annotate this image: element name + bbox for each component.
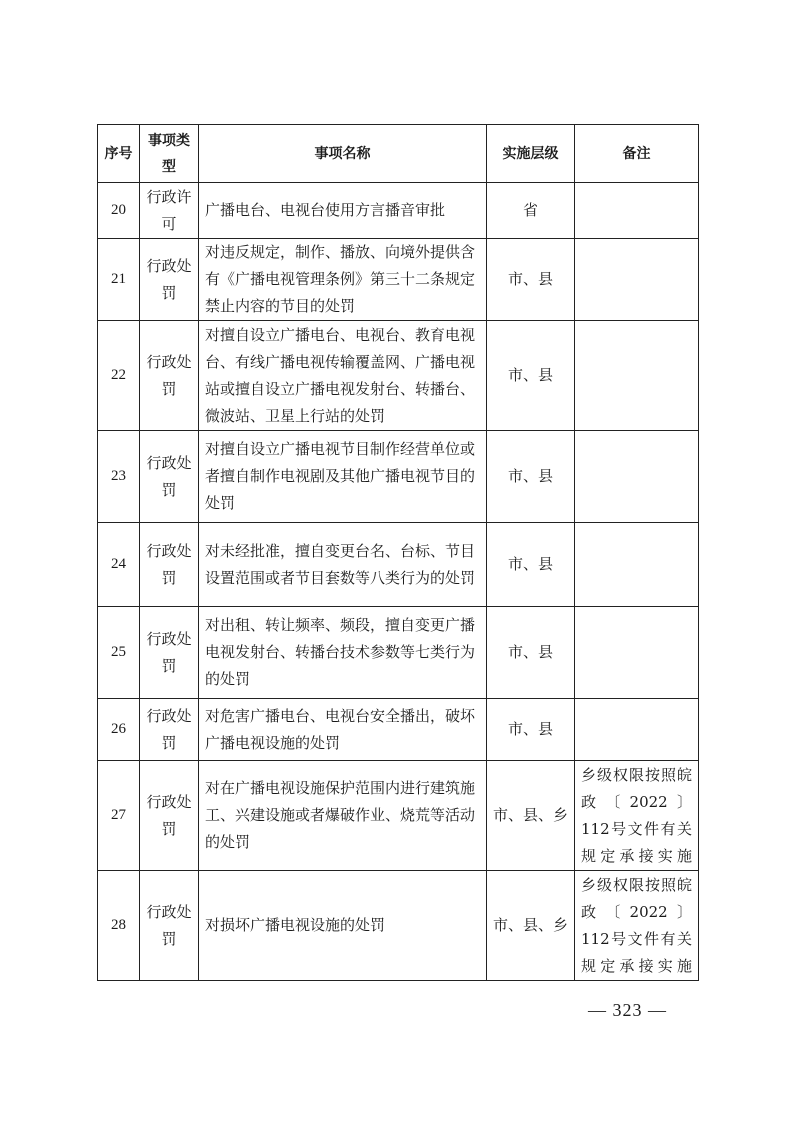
row-no: 28 <box>98 871 140 981</box>
row-type: 行政处罚 <box>140 523 199 607</box>
row-note <box>575 239 699 321</box>
row-no: 20 <box>98 183 140 239</box>
row-note: 乡级权限按照皖政〔2022〕112号文件有关规定承接实施 <box>575 761 699 871</box>
row-type: 行政处罚 <box>140 699 199 761</box>
row-type: 行政许可 <box>140 183 199 239</box>
matters-table <box>97 124 699 981</box>
row-name: 对出租、转让频率、频段，擅自变更广播电视发射台、转播台技术参数等七类行为的处罚 <box>199 607 487 699</box>
table-row <box>98 183 699 239</box>
table-row <box>98 607 699 699</box>
row-type: 行政处罚 <box>140 761 199 871</box>
table-row <box>98 761 699 871</box>
table-row <box>98 871 699 981</box>
row-name: 对在广播电视设施保护范围内进行建筑施工、兴建设施或者爆破作业、烧荒等活动的处罚 <box>199 761 487 871</box>
row-type: 行政处罚 <box>140 871 199 981</box>
header-row <box>98 125 699 183</box>
row-note <box>575 431 699 523</box>
table-row <box>98 699 699 761</box>
row-level: 市、县 <box>487 699 575 761</box>
row-name: 对擅自设立广播电台、电视台、教育电视台、有线广播电视传输覆盖网、广播电视站或擅自设立广播电视发射台、转播台、微波站、卫星上行站的处罚 <box>199 321 487 431</box>
row-no: 23 <box>98 431 140 523</box>
header-note: 备注 <box>575 125 699 183</box>
row-note <box>575 523 699 607</box>
row-note <box>575 321 699 431</box>
row-type: 行政处罚 <box>140 239 199 321</box>
row-name: 对未经批准，擅自变更台名、台标、节目设置范围或者节目套数等八类行为的处罚 <box>199 523 487 607</box>
row-level: 市、县 <box>487 523 575 607</box>
row-level: 市、县 <box>487 321 575 431</box>
row-no: 27 <box>98 761 140 871</box>
row-level: 省 <box>487 183 575 239</box>
table-row <box>98 431 699 523</box>
row-name: 对危害广播电台、电视台安全播出，破坏广播电视设施的处罚 <box>199 699 487 761</box>
row-level: 市、县 <box>487 431 575 523</box>
header-no: 序号 <box>98 125 140 183</box>
row-name: 对擅自设立广播电视节目制作经营单位或者擅自制作电视剧及其他广播电视节目的处罚 <box>199 431 487 523</box>
row-no: 26 <box>98 699 140 761</box>
row-note: 乡级权限按照皖政〔2022〕112号文件有关规定承接实施 <box>575 871 699 981</box>
table-row <box>98 523 699 607</box>
row-no: 22 <box>98 321 140 431</box>
page-number: — 323 — <box>588 1000 667 1020</box>
header-type: 事项类型 <box>140 125 199 183</box>
row-type: 行政处罚 <box>140 321 199 431</box>
header-level: 实施层级 <box>487 125 575 183</box>
row-no: 21 <box>98 239 140 321</box>
row-no: 24 <box>98 523 140 607</box>
row-type: 行政处罚 <box>140 431 199 523</box>
row-level: 市、县 <box>487 239 575 321</box>
row-level: 市、县、乡 <box>487 871 575 981</box>
row-type: 行政处罚 <box>140 607 199 699</box>
row-no: 25 <box>98 607 140 699</box>
row-level: 市、县 <box>487 607 575 699</box>
row-name: 对违反规定，制作、播放、向境外提供含有《广播电视管理条例》第三十二条规定禁止内容的节目的处罚 <box>199 239 487 321</box>
row-level: 市、县、乡 <box>487 761 575 871</box>
row-note <box>575 699 699 761</box>
row-note <box>575 607 699 699</box>
row-note <box>575 183 699 239</box>
header-name: 事项名称 <box>199 125 487 183</box>
table-row <box>98 239 699 321</box>
row-name: 对损坏广播电视设施的处罚 <box>199 871 487 981</box>
table-row <box>98 321 699 431</box>
row-name: 广播电台、电视台使用方言播音审批 <box>199 183 487 239</box>
